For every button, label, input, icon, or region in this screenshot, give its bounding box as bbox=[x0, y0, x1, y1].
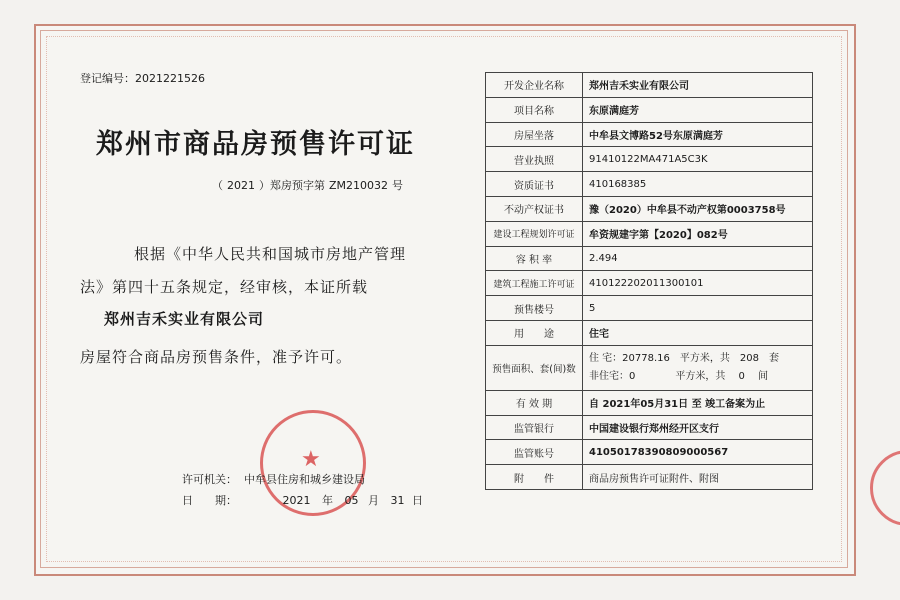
registration-number bbox=[80, 70, 205, 86]
number-suffix: 号 bbox=[392, 179, 404, 192]
issuer bbox=[182, 471, 365, 487]
row-label: 建设工程规划许可证 bbox=[486, 221, 583, 246]
row-value: 5 bbox=[583, 296, 813, 321]
row-label: 预售楼号 bbox=[486, 296, 583, 321]
row-value: 中国建设银行郑州经开区支行 bbox=[583, 415, 813, 440]
number-middle: ）郑房预字第 bbox=[259, 179, 325, 192]
row-label: 营业执照 bbox=[486, 147, 583, 172]
number-code: ZM210032 bbox=[329, 179, 389, 192]
row-value: 410122202011300101 bbox=[583, 271, 813, 296]
date-month-char: 月 bbox=[368, 494, 379, 507]
area-value bbox=[583, 345, 813, 390]
row-value: 41050178390809000567 bbox=[583, 440, 813, 465]
issue-date bbox=[182, 492, 423, 508]
row-label: 用 途 bbox=[486, 320, 583, 345]
seal-star-icon: ★ bbox=[301, 447, 321, 472]
row-label: 容 积 率 bbox=[486, 246, 583, 271]
row-value: 东原满庭芳 bbox=[583, 97, 813, 122]
issuer-name: 中牟县住房和城乡建设局 bbox=[244, 473, 365, 486]
date-day-char: 日 bbox=[412, 494, 423, 507]
body-line-1: 根据《中华人民共和国城市房地产管理 bbox=[134, 245, 407, 263]
table-row-area bbox=[486, 345, 813, 390]
table-row bbox=[486, 246, 813, 271]
row-label: 有 效 期 bbox=[486, 390, 583, 415]
row-value: 住宅 bbox=[583, 320, 813, 345]
row-label: 监管账号 bbox=[486, 440, 583, 465]
row-value: 中牟县文博路52号东原满庭芳 bbox=[583, 122, 813, 147]
registration-value: 2021221526 bbox=[135, 72, 205, 85]
date-label: 日 期： bbox=[182, 494, 237, 507]
registration-label: 登记编号： bbox=[80, 72, 135, 85]
certificate-title: 郑州市商品房预售许可证 bbox=[96, 129, 415, 160]
partial-seal bbox=[870, 450, 900, 526]
date-year: 2021 bbox=[282, 494, 311, 507]
table-row bbox=[486, 221, 813, 246]
body-line-2: 法》第四十五条规定，经审核，本证所载 bbox=[80, 278, 369, 296]
issuer-label: 许可机关： bbox=[182, 473, 237, 486]
row-value: 郑州吉禾实业有限公司 bbox=[583, 73, 813, 98]
table-row bbox=[486, 320, 813, 345]
body-company-name: 郑州吉禾实业有限公司 bbox=[104, 310, 265, 328]
row-value: 2.494 bbox=[583, 246, 813, 271]
info-table bbox=[485, 72, 813, 490]
table-row bbox=[486, 147, 813, 172]
area-line-nonresidential: 非住宅：0 平方米，共 0 间 bbox=[589, 370, 769, 382]
number-prefix: （ bbox=[212, 179, 223, 192]
area-label: 预售面积、套(间)数 bbox=[486, 345, 583, 390]
row-value: 商品房预售许可证附件、附图 bbox=[583, 465, 813, 490]
table-row bbox=[486, 196, 813, 221]
certificate-number bbox=[212, 177, 407, 193]
row-value: 自 2021年05月31日 至 竣工备案为止 bbox=[583, 390, 813, 415]
number-year: 2021 bbox=[227, 179, 255, 192]
row-label: 项目名称 bbox=[486, 97, 583, 122]
table-row bbox=[486, 73, 813, 98]
row-label: 资质证书 bbox=[486, 172, 583, 197]
row-value: 410168385 bbox=[583, 172, 813, 197]
table-row bbox=[486, 122, 813, 147]
table-row bbox=[486, 440, 813, 465]
row-value: 豫（2020）中牟县不动产权第0003758号 bbox=[583, 196, 813, 221]
row-label: 监管银行 bbox=[486, 415, 583, 440]
body-line-4: 房屋符合商品房预售条件，准予许可。 bbox=[80, 348, 353, 366]
table-row bbox=[486, 172, 813, 197]
date-year-char: 年 bbox=[322, 494, 333, 507]
table-row bbox=[486, 271, 813, 296]
table-row bbox=[486, 415, 813, 440]
row-value: 91410122MA471A5C3K bbox=[583, 147, 813, 172]
row-label: 房屋坐落 bbox=[486, 122, 583, 147]
row-label: 建筑工程施工许可证 bbox=[486, 271, 583, 296]
row-value: 牟资规建字第【2020】082号 bbox=[583, 221, 813, 246]
area-line-residential: 住 宅：20778.16 平方米，共 208 套 bbox=[589, 352, 779, 364]
row-label: 不动产权证书 bbox=[486, 196, 583, 221]
row-label: 附 件 bbox=[486, 465, 583, 490]
table-row bbox=[486, 296, 813, 321]
date-month: 05 bbox=[344, 494, 359, 507]
row-label: 开发企业名称 bbox=[486, 73, 583, 98]
date-day: 31 bbox=[390, 494, 405, 507]
table-row bbox=[486, 465, 813, 490]
table-row bbox=[486, 97, 813, 122]
table-row bbox=[486, 390, 813, 415]
